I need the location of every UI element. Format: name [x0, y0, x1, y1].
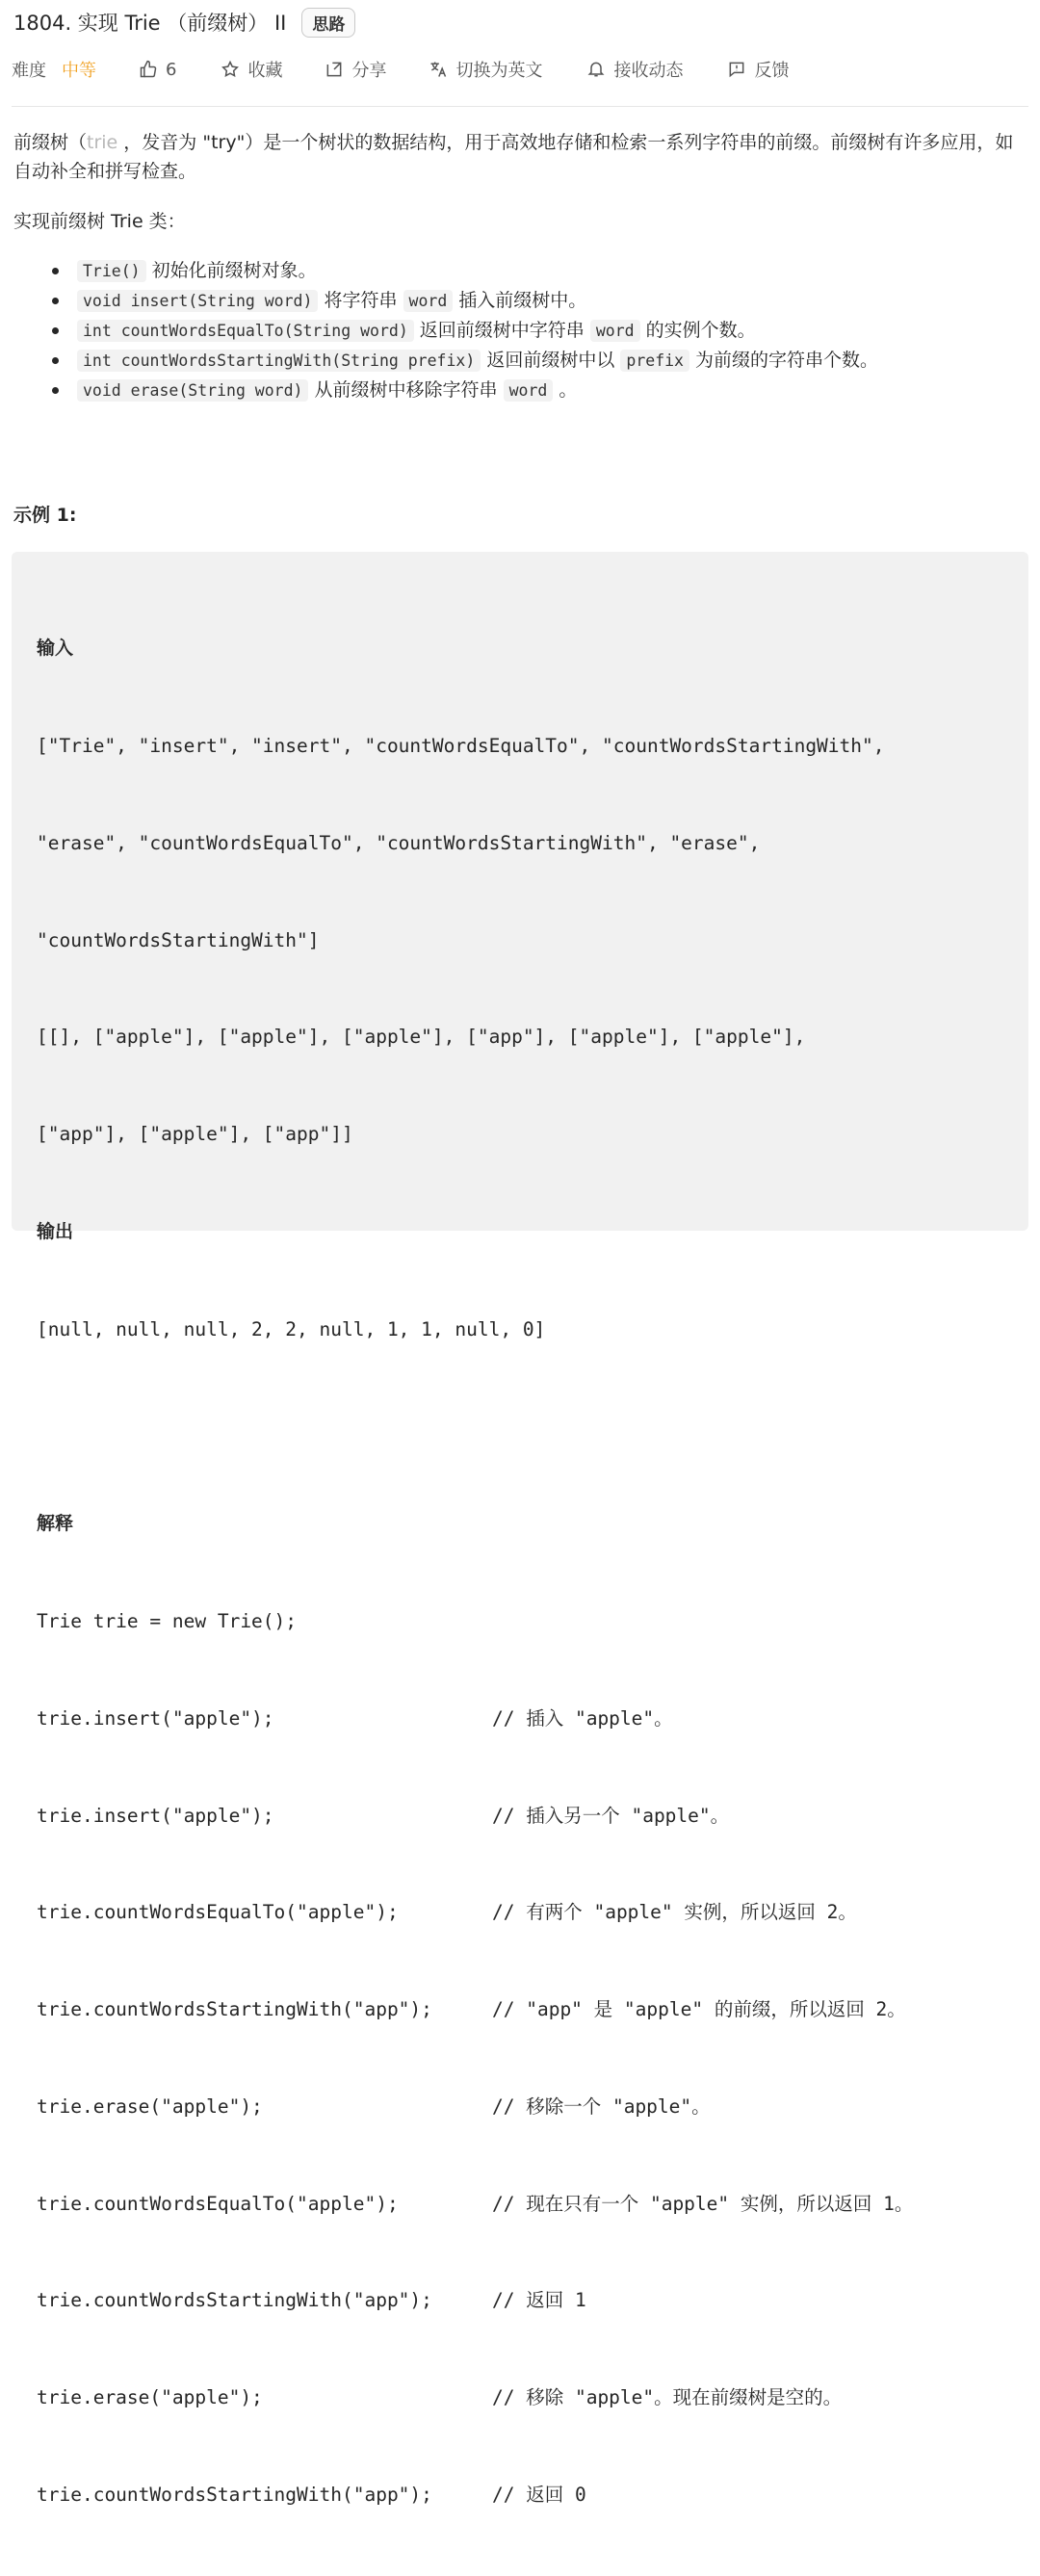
- description-paragraph: [13, 128, 1020, 186]
- code-part: trie.erase("apple");: [37, 2386, 263, 2409]
- example-code-block: [12, 552, 1028, 2507]
- method-desc: 从前缀树中移除字符串: [308, 379, 504, 401]
- share-label: 分享: [351, 61, 387, 81]
- input-line: ["Trie", "insert", "insert", "countWordsEqualTo", "countWordsStartingWith",: [37, 734, 885, 757]
- comment-part: // 返回 1: [492, 2289, 586, 2312]
- comment-part: // 现在只有一个 "apple" 实例，所以返回 1。: [492, 2192, 914, 2215]
- hint-badge-button[interactable]: 思路: [301, 8, 355, 38]
- divider: [12, 106, 1028, 107]
- explain-line: [37, 1800, 1009, 1833]
- list-item: [46, 346, 1021, 376]
- method-desc: 为前缀的字符串个数。: [689, 350, 879, 371]
- code-part: trie.countWordsStartingWith("app");: [37, 2484, 432, 2507]
- method-desc: 初始化前缀树对象。: [145, 260, 317, 281]
- title-row: [13, 6, 355, 39]
- share-button[interactable]: [325, 57, 386, 82]
- method-desc: 的实例个数。: [639, 320, 756, 341]
- input-label: 输入: [37, 637, 74, 660]
- feedback-label: 反馈: [754, 61, 790, 81]
- explain-line: [37, 2284, 1009, 2317]
- bullet: [52, 387, 59, 394]
- method-signature: Trie(): [77, 260, 146, 282]
- feedback-button[interactable]: [727, 57, 789, 82]
- bullet: [52, 268, 59, 274]
- explain-line: [37, 2091, 1009, 2123]
- star-icon: [221, 60, 240, 79]
- method-desc: 将字符串: [318, 290, 403, 311]
- list-item: [46, 256, 1021, 286]
- method-desc: 返回前缀树中字符串: [413, 320, 590, 341]
- explain-label: 解释: [37, 1513, 74, 1535]
- code-part: trie.countWordsStartingWith("app");: [37, 2289, 432, 2312]
- blank-line: [37, 1410, 1009, 1443]
- comment-part: // 返回 0: [492, 2484, 586, 2507]
- code-part: trie.countWordsEqualTo("apple");: [37, 2192, 399, 2215]
- switch-language-button[interactable]: [429, 57, 542, 82]
- explain-line: [37, 1993, 1009, 2026]
- switch-language-label: 切换为英文: [455, 61, 543, 81]
- like-count: 6: [166, 59, 177, 80]
- explain-line: [37, 1896, 1009, 1929]
- inline-code: word: [504, 379, 554, 402]
- desc-text-pre: 前缀树（: [13, 132, 88, 153]
- desc-text-post: ，发音为 "try"）是一个树状的数据结构，用于高效地存储和检索一系列字符串的前缀。前缀树有许多应用，如自动补全和拼写检查。: [13, 132, 1014, 182]
- subscribe-button[interactable]: [586, 57, 683, 82]
- explain-line: [37, 1703, 1009, 1735]
- method-list: [46, 256, 1021, 405]
- difficulty: [12, 57, 96, 82]
- code-part: trie.insert("apple");: [37, 1804, 274, 1827]
- method-signature: int countWordsStartingWith(String prefix): [77, 350, 481, 372]
- method-desc: 。: [553, 379, 578, 401]
- comment-part: // "app" 是 "apple" 的前缀，所以返回 2。: [492, 1998, 906, 2021]
- code-part: trie.countWordsStartingWith("app");: [37, 1998, 432, 2021]
- explain-line: [37, 2479, 1009, 2511]
- input-line: "countWordsStartingWith"]: [37, 928, 320, 951]
- thumbs-up-icon: [139, 60, 158, 79]
- bell-icon: [586, 60, 606, 79]
- inline-code: word: [403, 290, 454, 312]
- comment-part: // 插入 "apple"。: [492, 1706, 673, 1730]
- example-title: 示例 1:: [13, 505, 77, 526]
- bullet: [52, 298, 59, 304]
- output-label: 输出: [37, 1220, 74, 1242]
- method-signature: void insert(String word): [77, 290, 318, 312]
- method-desc: 插入前缀树中。: [453, 290, 587, 311]
- favorite-label: 收藏: [247, 61, 283, 81]
- input-line: ["app"], ["apple"], ["app"]]: [37, 1123, 353, 1146]
- share-icon: [325, 60, 344, 79]
- bullet: [52, 357, 59, 364]
- list-item: [46, 286, 1021, 316]
- input-line: "erase", "countWordsEqualTo", "countWordsStartingWith", "erase",: [37, 831, 761, 854]
- inline-code: prefix: [620, 350, 689, 372]
- output-line: [null, null, null, 2, 2, null, 1, 1, null, 0]: [37, 1317, 546, 1340]
- comment-part: // 插入另一个 "apple"。: [492, 1804, 730, 1827]
- comment-part: // 移除 "apple"。现在前缀树是空的。: [492, 2386, 843, 2409]
- comment-part: // 有两个 "apple" 实例，所以返回 2。: [492, 1901, 857, 1924]
- class-intro: 实现前缀树 Trie 类：: [13, 211, 186, 232]
- toolbar: [12, 54, 1028, 85]
- example-content: [37, 567, 1009, 2576]
- explain-line: [37, 2381, 1009, 2414]
- difficulty-label: 难度: [12, 61, 46, 81]
- input-line: [[], ["apple"], ["apple"], ["apple"], ["app"], ["apple"], ["apple"],: [37, 1026, 806, 1049]
- translate-icon: [429, 60, 448, 79]
- code-part: trie.countWordsEqualTo("apple");: [37, 1901, 399, 1924]
- inline-code: word: [590, 320, 640, 342]
- favorite-button[interactable]: [221, 57, 282, 82]
- explain-line: [37, 2188, 1009, 2221]
- list-item: [46, 376, 1021, 405]
- code-part: trie.erase("apple");: [37, 2095, 263, 2118]
- code-part: trie.insert("apple");: [37, 1706, 274, 1730]
- list-item: [46, 316, 1021, 346]
- subscribe-label: 接收动态: [613, 61, 684, 81]
- method-signature: void erase(String word): [77, 379, 308, 402]
- method-signature: int countWordsEqualTo(String word): [77, 320, 414, 342]
- problem-title: 1804. 实现 Trie （前缀树） II: [13, 12, 287, 35]
- bullet: [52, 327, 59, 334]
- explain-line: Trie trie = new Trie();: [37, 1610, 298, 1632]
- comment-part: // 移除一个 "apple"。: [492, 2095, 711, 2118]
- desc-trie-term: trie: [87, 132, 118, 153]
- feedback-icon: [727, 60, 746, 79]
- like-button[interactable]: [139, 60, 176, 80]
- method-desc: 返回前缀树中以: [481, 350, 621, 371]
- difficulty-value: 中等: [62, 61, 96, 81]
